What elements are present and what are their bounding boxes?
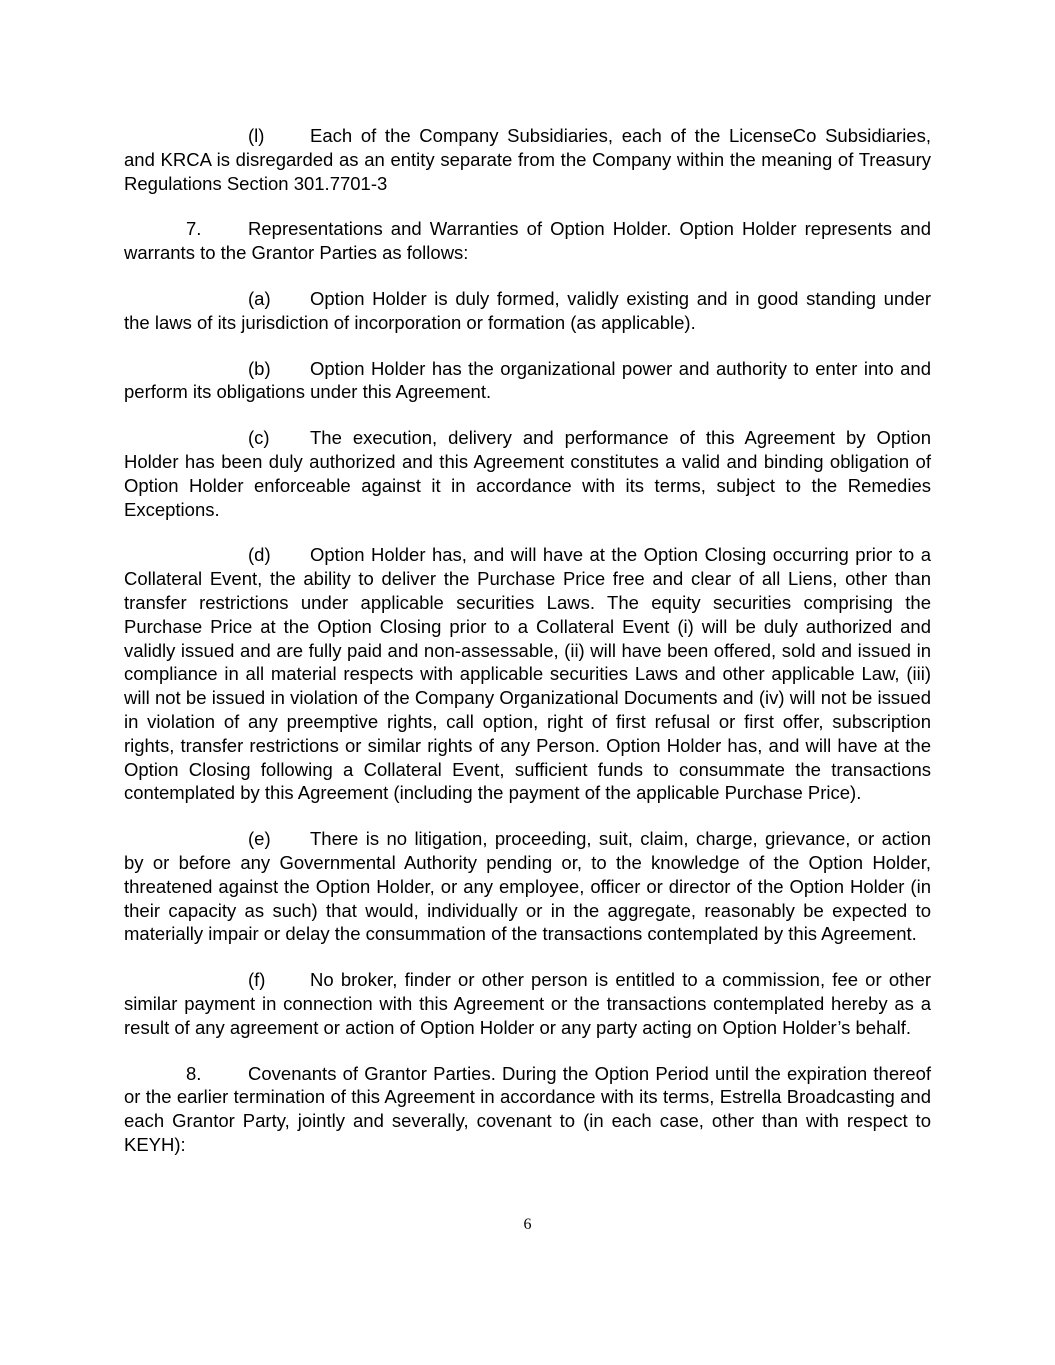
paragraph-text: Option Holder is duly formed, validly existing and in good standing under the laws of its jurisdiction of incorporation or formation (as applicable). bbox=[124, 287, 931, 333]
paragraph-text: Each of the Company Subsidiaries, each of the LicenseCo Subsidiaries, and KRCA is disregarded as an entity separate from the Company within the meaning of Treasury Regulations Section 301.7701-3 bbox=[124, 125, 931, 194]
section-number: 7. bbox=[186, 218, 202, 240]
section-7-heading bbox=[124, 217, 931, 265]
paragraph-d bbox=[124, 543, 931, 805]
paragraph-text: The execution, delivery and performance of this Agreement by Option Holder has been duly authorized and this Agreement constitutes a valid and binding obligation of Option Holder enforceable against it in accordance with its terms, subject to the Remedies Exceptions. bbox=[124, 427, 931, 520]
paragraph-label: (e) bbox=[248, 828, 271, 850]
paragraph-label: (c) bbox=[248, 427, 270, 449]
paragraph-f bbox=[124, 968, 931, 1039]
paragraph-c bbox=[124, 426, 931, 521]
paragraph-text: Representations and Warranties of Option Holder. Option Holder represents and warrants to the Grantor Parties as follows: bbox=[124, 218, 931, 264]
paragraph-text: There is no litigation, proceeding, suit, claim, charge, grievance, or action by or before any Governmental Authority pending or, to the knowledge of the Option Holder, threatened against the Option Holder, or any employee, officer or director of the Option Holder (in their capacity as such) that would, individually or in the aggregate, reasonably be expected to materially impair or delay the consummation of the transactions contemplated by this Agreement. bbox=[124, 828, 931, 945]
paragraph-text: Covenants of Grantor Parties. During the Option Period until the expiration thereof or the earlier termination of this Agreement in accordance with its terms, Estrella Broadcasting and each Grantor Party, jointly and severally, covenant to (in each case, other than with respect to KEYH): bbox=[124, 1062, 931, 1155]
paragraph-e bbox=[124, 827, 931, 946]
paragraph-text: Option Holder has, and will have at the Option Closing occurring prior to a Collateral Event, the ability to deliver the Purchase Price free and clear of all Liens, other than transfer restrictions under applicable securities Laws. The equity securities comprising the Purchase Price at the Option Closing prior to a Collateral Event (i) will be duly authorized and validly issued and are fully paid and non-assessable, (ii) will have been offered, sold and issued in compliance in all material respects with applicable securities Laws and other applicable Law, (iii) will not be issued in violation of the Company Organizational Documents and (iv) will not be issued in violation of any preemptive rights, call option, right of first refusal or first offer, subscription rights, transfer restrictions or similar rights of any Person. Option Holder has, and will have at the Option Closing following a Collateral Event, sufficient funds to consummate the transactions contemplated by this Agreement (including the payment of the applicable Purchase Price). bbox=[124, 544, 931, 804]
paragraph-l bbox=[124, 124, 931, 195]
paragraph-label: (b) bbox=[248, 357, 271, 379]
paragraph-label: (d) bbox=[248, 544, 271, 566]
paragraph-text: No broker, finder or other person is entitled to a commission, fee or other similar payment in connection with this Agreement or the transactions contemplated hereby as a result of any agreement or action of Option Holder or any party acting on Option Holder’s behalf. bbox=[124, 969, 931, 1038]
paragraph-a bbox=[124, 287, 931, 335]
paragraph-text: Option Holder has the organizational power and authority to enter into and perform its obligations under this Agreement. bbox=[124, 357, 931, 403]
section-8-heading bbox=[124, 1062, 931, 1157]
paragraph-label: (l) bbox=[248, 125, 265, 146]
paragraph-label: (f) bbox=[248, 969, 266, 991]
section-number: 8. bbox=[186, 1062, 202, 1084]
paragraph-label: (a) bbox=[248, 287, 271, 309]
page-number: 6 bbox=[523, 1216, 532, 1233]
document-body bbox=[124, 124, 931, 1179]
paragraph-b bbox=[124, 357, 931, 405]
